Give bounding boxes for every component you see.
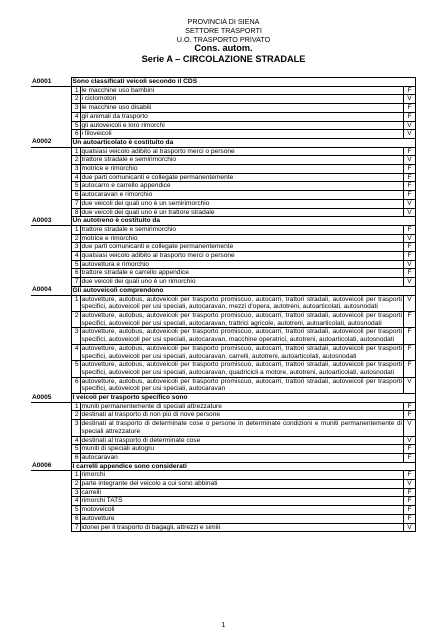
- answer-row: [31, 225, 416, 234]
- answer-value: F: [404, 173, 416, 182]
- answer-value: V: [404, 208, 416, 217]
- section-header-row: [31, 462, 416, 471]
- option-text: due parti comunicanti e collegate permanentemente: [80, 173, 404, 182]
- option-text: gli animali da trasporto: [80, 112, 404, 121]
- answer-row: [31, 377, 416, 393]
- answer-value: F: [404, 311, 416, 327]
- answer-row: [31, 488, 416, 497]
- row-spacer: [31, 182, 71, 191]
- answer-value: V: [404, 121, 416, 130]
- question-title: Un autotreno è costituito da: [71, 217, 404, 226]
- answer-row: [31, 269, 416, 278]
- answer-row: [31, 471, 416, 480]
- answer-value: F: [404, 243, 416, 252]
- answer-value: F: [404, 488, 416, 497]
- option-number: 2: [71, 480, 80, 489]
- answer-row: [31, 436, 416, 445]
- option-text: autovetture, autobus, autoveicoli per trasporto promiscuo, autocarri, trattori stradali, autoveicoli per trasporti specifici, autoveicoli per usi speciali, autocaravan, carrelli, autotreni, autoarticolati, autosnodati: [81, 344, 402, 360]
- row-spacer: [31, 121, 71, 130]
- option-text: i ciclomotori: [80, 95, 404, 104]
- questions-body: [31, 78, 416, 532]
- answer-value: V: [404, 260, 416, 269]
- option-text: le macchine uso disabili: [80, 104, 404, 113]
- option-text: trattore stradale e semirimorchio: [80, 225, 404, 234]
- row-spacer: [31, 234, 71, 243]
- row-spacer: [31, 278, 71, 287]
- option-text: destinati al trasporto di non più di nove persone: [80, 411, 404, 420]
- row-spacer: [31, 95, 71, 104]
- option-number: 1: [71, 147, 80, 156]
- option-number: 7: [71, 199, 80, 208]
- question-code: A0006: [31, 462, 71, 471]
- row-spacer: [31, 165, 71, 174]
- row-spacer: [31, 243, 71, 252]
- answer-row: [31, 121, 416, 130]
- row-spacer: [31, 361, 71, 377]
- option-number: 5: [71, 445, 80, 454]
- answer-row: [31, 182, 416, 191]
- answer-row: [31, 514, 416, 523]
- answer-value: V: [404, 278, 416, 287]
- answer-value: F: [404, 225, 416, 234]
- option-number: 3: [71, 104, 80, 113]
- answer-value: V: [404, 199, 416, 208]
- row-spacer: [31, 453, 71, 462]
- answer-row: [31, 361, 416, 377]
- option-text: trattore stradale e semirimorchio: [80, 156, 404, 165]
- option-number: 7: [71, 278, 80, 287]
- row-spacer: [31, 506, 71, 515]
- answer-row: [31, 165, 416, 174]
- answer-value: V: [404, 523, 416, 532]
- questions-table: [31, 77, 416, 532]
- row-spacer: [31, 497, 71, 506]
- answer-value: V: [404, 480, 416, 489]
- answer-row: [31, 311, 416, 327]
- question-code: A0003: [31, 217, 71, 226]
- answer-value: F: [404, 112, 416, 121]
- option-number: 6: [71, 269, 80, 278]
- answer-value: F: [404, 453, 416, 462]
- page-number: 1: [221, 622, 226, 629]
- answer-value: V: [404, 130, 416, 139]
- answer-row: [31, 112, 416, 121]
- question-title: Gli autoveicoli comprendono: [71, 286, 404, 295]
- option-text: due veicoli dei quali uno è un semirimorchio: [80, 199, 404, 208]
- answer-value: F: [404, 328, 416, 344]
- option-number: 3: [71, 243, 80, 252]
- row-spacer: [31, 311, 71, 327]
- option-text: muniti permanentemente di speciali attrezzature: [80, 402, 404, 411]
- row-spacer: [31, 328, 71, 344]
- row-spacer: [31, 344, 71, 360]
- answer-value: V: [404, 156, 416, 165]
- answer-value: F: [404, 411, 416, 420]
- option-number: 2: [71, 234, 80, 243]
- option-text: destinati al trasporto di determinate cose: [80, 436, 404, 445]
- option-number: 8: [71, 208, 80, 217]
- answer-row: [31, 208, 416, 217]
- option-number: 2: [71, 411, 80, 420]
- answer-row: [31, 453, 416, 462]
- option-text: due veicoli dei quali uno è un rimorchio: [80, 278, 404, 287]
- option-text: le macchine uso bambini: [80, 86, 404, 95]
- answer-row: [31, 506, 416, 515]
- answer-row: [31, 260, 416, 269]
- answer-value: V: [404, 436, 416, 445]
- option-number: 1: [71, 402, 80, 411]
- option-number: 5: [71, 361, 80, 377]
- answer-row: [31, 243, 416, 252]
- option-number: 2: [71, 156, 80, 165]
- question-title-end: [404, 462, 416, 471]
- answer-row: [31, 191, 416, 200]
- option-text: autovetture, autobus, autoveicoli per trasporto promiscuo, autocarri, trattori stradali, autoveicoli per trasporti specifici, autoveicoli per usi speciali, autocaravan: [81, 377, 402, 393]
- answer-row: [31, 104, 416, 113]
- answer-row: [31, 445, 416, 454]
- answer-value: F: [404, 471, 416, 480]
- answer-row: [31, 173, 416, 182]
- row-spacer: [31, 402, 71, 411]
- answer-row: [31, 234, 416, 243]
- answer-row: [31, 156, 416, 165]
- option-text: rimorchi: [80, 471, 404, 480]
- option-text: motrice e rimorchio: [80, 234, 404, 243]
- option-text: motrice e rimorchio: [80, 165, 404, 174]
- option-text: parte integrante del veicolo a cui sono abbinati: [80, 480, 404, 489]
- row-spacer: [31, 104, 71, 113]
- section-header-row: [31, 78, 416, 87]
- question-title: Un autoarticolato è costituito da: [71, 138, 404, 147]
- question-code: A0001: [31, 78, 71, 87]
- option-number: 3: [71, 420, 80, 436]
- question-title-end: [404, 217, 416, 226]
- answer-row: [31, 480, 416, 489]
- answer-value: F: [404, 402, 416, 411]
- option-number: 6: [71, 453, 80, 462]
- answer-row: [31, 523, 416, 532]
- option-number: 1: [71, 86, 80, 95]
- answer-row: [31, 86, 416, 95]
- section-header-row: [31, 394, 416, 403]
- option-text: i filoveicoli: [80, 130, 404, 139]
- row-spacer: [31, 523, 71, 532]
- option-number: 4: [71, 436, 80, 445]
- answer-value: F: [404, 86, 416, 95]
- row-spacer: [31, 147, 71, 156]
- option-number: 1: [71, 471, 80, 480]
- option-number: 5: [71, 260, 80, 269]
- option-number: 3: [71, 488, 80, 497]
- page-subtitle: Serie A – CIRCOLAZIONE STRADALE: [141, 54, 306, 64]
- question-code: A0002: [31, 138, 71, 147]
- row-spacer: [31, 471, 71, 480]
- option-number: 2: [71, 95, 80, 104]
- option-number: 4: [71, 173, 80, 182]
- answer-value: F: [404, 165, 416, 174]
- option-number: 5: [71, 121, 80, 130]
- answer-value: F: [404, 445, 416, 454]
- option-text: idonei per il trasporto di bagagli, attrezzi e simili: [80, 523, 404, 532]
- option-number: 4: [71, 252, 80, 261]
- header-line-3: U.O. TRASPORTO PRIVATO: [176, 35, 271, 44]
- answer-row: [31, 420, 416, 436]
- row-spacer: [31, 295, 71, 311]
- answer-value: F: [404, 514, 416, 523]
- question-title: I veicoli per trasporto specifico sono: [71, 394, 404, 403]
- answer-row: [31, 95, 416, 104]
- answer-row: [31, 278, 416, 287]
- option-text: autovetture: [80, 514, 404, 523]
- row-spacer: [31, 445, 71, 454]
- option-number: 4: [71, 344, 80, 360]
- row-spacer: [31, 173, 71, 182]
- answer-row: [31, 130, 416, 139]
- answer-row: [31, 252, 416, 261]
- option-number: 5: [71, 182, 80, 191]
- option-number: 4: [71, 497, 80, 506]
- option-text: autovetture, autobus, autoveicoli per trasporto promiscuo, autocarri, trattori stradali, autoveicoli per trasporti specifici, autoveicoli per usi speciali, autocaravan, mezzi d'opera, autotreni, autoarticolati, autosnodati: [81, 295, 402, 311]
- answer-value: F: [404, 182, 416, 191]
- option-number: 6: [71, 130, 80, 139]
- answer-value: F: [404, 344, 416, 360]
- option-number: 2: [71, 311, 80, 327]
- answer-value: F: [404, 147, 416, 156]
- question-title: I carrelli appendice sono considerati: [71, 462, 404, 471]
- row-spacer: [31, 156, 71, 165]
- row-spacer: [31, 411, 71, 420]
- option-text: autovetture, autobus, autoveicoli per trasporto promiscuo, autocarri, trattori stradali, autoveicoli per trasporti specifici, autoveicoli per usi speciali, autocaravan, trattrici agricole, autotreni, autoarticolati, autosnodati: [81, 311, 402, 327]
- option-text: motoveicoli: [80, 506, 404, 515]
- row-spacer: [31, 269, 71, 278]
- option-number: 1: [71, 295, 80, 311]
- option-number: 4: [71, 112, 80, 121]
- row-spacer: [31, 208, 71, 217]
- answer-row: [31, 147, 416, 156]
- row-spacer: [31, 514, 71, 523]
- option-text: trattore stradale e carrello appendice: [80, 269, 404, 278]
- answer-row: [31, 295, 416, 311]
- option-text: rimorchi TATS: [80, 497, 404, 506]
- answer-row: [31, 328, 416, 344]
- answer-value: V: [404, 95, 416, 104]
- answer-value: F: [404, 191, 416, 200]
- option-text: autocarro e carrello appendice: [80, 182, 404, 191]
- question-title-end: [404, 286, 416, 295]
- answer-row: [31, 497, 416, 506]
- option-number: 1: [71, 225, 80, 234]
- question-title: Sono classificati veicoli secondo il CDS: [71, 78, 404, 87]
- row-spacer: [31, 252, 71, 261]
- row-spacer: [31, 260, 71, 269]
- answer-row: [31, 344, 416, 360]
- option-text: autocaravan: [80, 453, 404, 462]
- question-code: A0005: [31, 394, 71, 403]
- row-spacer: [31, 225, 71, 234]
- option-text: autocaravan e rimorchio: [80, 191, 404, 200]
- option-text: destinati al trasporto di determinate cose o persone in determinate condizioni e muniti permanentemente di speciali attrezzature: [81, 420, 402, 435]
- row-spacer: [31, 112, 71, 121]
- row-spacer: [31, 436, 71, 445]
- option-number: 7: [71, 523, 80, 532]
- row-spacer: [31, 480, 71, 489]
- answer-value: F: [404, 361, 416, 377]
- question-title-end: [404, 78, 416, 87]
- option-number: 3: [71, 165, 80, 174]
- answer-row: [31, 402, 416, 411]
- row-spacer: [31, 86, 71, 95]
- option-number: 5: [71, 506, 80, 515]
- option-text: autovettura e rimorchio: [80, 260, 404, 269]
- option-number: 6: [71, 514, 80, 523]
- question-code: A0004: [31, 286, 71, 295]
- option-text: qualsiasi veicolo adibito al trasporto merci o persone: [80, 147, 404, 156]
- option-text: muniti di speciali autogru: [80, 445, 404, 454]
- row-spacer: [31, 420, 71, 436]
- answer-row: [31, 199, 416, 208]
- answer-value: V: [404, 377, 416, 393]
- question-title-end: [404, 138, 416, 147]
- option-text: autovetture, autobus, autoveicoli per trasporto promiscuo, autocarri, trattori stradali, autoveicoli per trasporti specifici, autoveicoli per usi speciali, autocaravan, macchine operatrici, autotreni, autoarticolati, autosnodati: [81, 328, 402, 344]
- page-title: Cons. autom.: [194, 43, 253, 53]
- section-header-row: [31, 138, 416, 147]
- option-text: gli autoveicoli e loro rimorchi: [80, 121, 404, 130]
- row-spacer: [31, 377, 71, 393]
- section-header-row: [31, 286, 416, 295]
- answer-value: V: [404, 295, 416, 311]
- option-number: 3: [71, 328, 80, 344]
- header-line-2: SETTORE TRASPORTI: [185, 26, 262, 35]
- answer-value: F: [404, 506, 416, 515]
- row-spacer: [31, 488, 71, 497]
- answer-value: V: [404, 234, 416, 243]
- option-text: due veicoli dei quali uno è un trattore stradale: [80, 208, 404, 217]
- option-text: carrelli: [80, 488, 404, 497]
- row-spacer: [31, 199, 71, 208]
- answer-value: F: [404, 269, 416, 278]
- answer-value: V: [404, 420, 416, 436]
- answer-row: [31, 411, 416, 420]
- option-text: due parti comunicanti e collegate permanentemente: [80, 243, 404, 252]
- option-number: 6: [71, 377, 80, 393]
- row-spacer: [31, 130, 71, 139]
- answer-value: F: [404, 497, 416, 506]
- row-spacer: [31, 191, 71, 200]
- option-text: qualsiasi veicolo adibito al trasporto merci o persone: [80, 252, 404, 261]
- option-number: 6: [71, 191, 80, 200]
- answer-value: F: [404, 104, 416, 113]
- section-header-row: [31, 217, 416, 226]
- option-text: autovetture, autobus, autoveicoli per trasporto promiscuo, autocarri, trattori stradali, autoveicoli per trasporti specifici, autoveicoli per usi speciali, autocaravan, quadricicli a motore, autotreni, autoarticolati, autosnodati: [81, 361, 402, 376]
- answer-value: F: [404, 252, 416, 261]
- question-title-end: [404, 394, 416, 403]
- header-line-1: PROVINCIA DI SIENA: [187, 17, 260, 26]
